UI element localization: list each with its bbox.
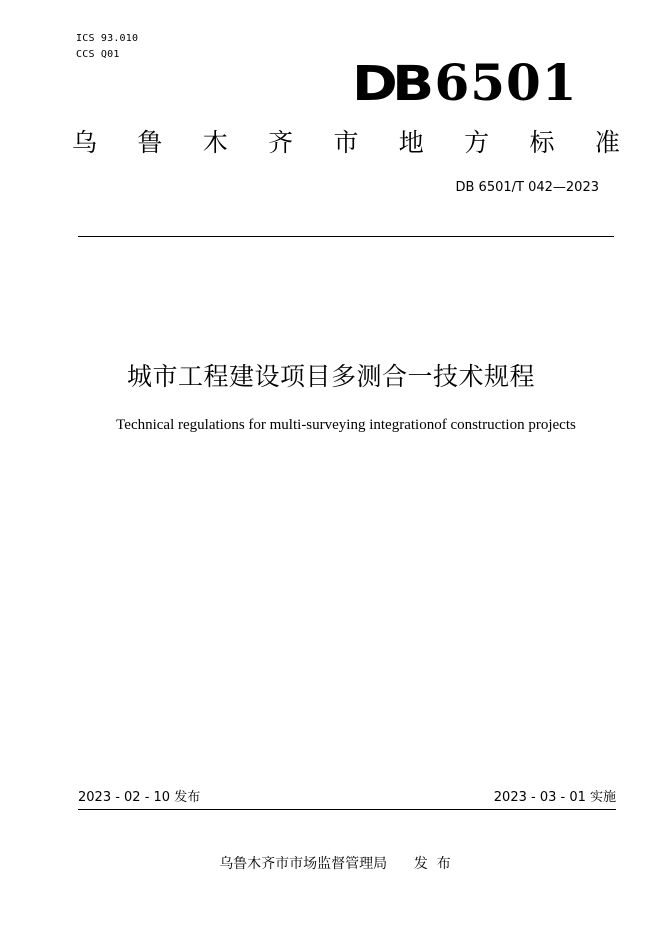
publisher-action: 发 布 [413,856,451,872]
publisher-name: 乌鲁木齐市市场监督管理局 [219,856,388,872]
issue-date: 2023 - 02 - 10 发布 [78,790,201,805]
implementation-date: 2023 - 03 - 01 实施 [493,790,616,805]
db-logo [352,53,578,112]
standard-type-char: 标 [529,128,555,157]
title-english: Technical regulations for multi-surveying integrationof construction projects [116,417,576,433]
publisher [0,854,662,874]
footer-divider [78,809,616,810]
standard-type-heading [72,126,620,160]
header-divider [78,236,614,237]
standard-type-char: 乌 [72,128,98,157]
standard-type-char: 木 [202,128,228,157]
standard-type-char: 齐 [268,128,294,157]
logo-prefix: DB [352,56,429,112]
standard-type-char: 地 [398,128,424,157]
logo-code: 6501 [434,53,578,112]
standard-type-char: 市 [333,128,359,157]
ccs-code: CCS Q01 [76,49,120,60]
standard-type-char: 鲁 [137,128,163,157]
standard-number: DB 6501/T 042—2023 [455,180,599,195]
standard-type-char: 方 [464,128,490,157]
title-chinese: 城市工程建设项目多测合一技术规程 [126,362,535,391]
ics-code: ICS 93.010 [76,33,139,44]
standard-type-char: 准 [594,128,620,157]
